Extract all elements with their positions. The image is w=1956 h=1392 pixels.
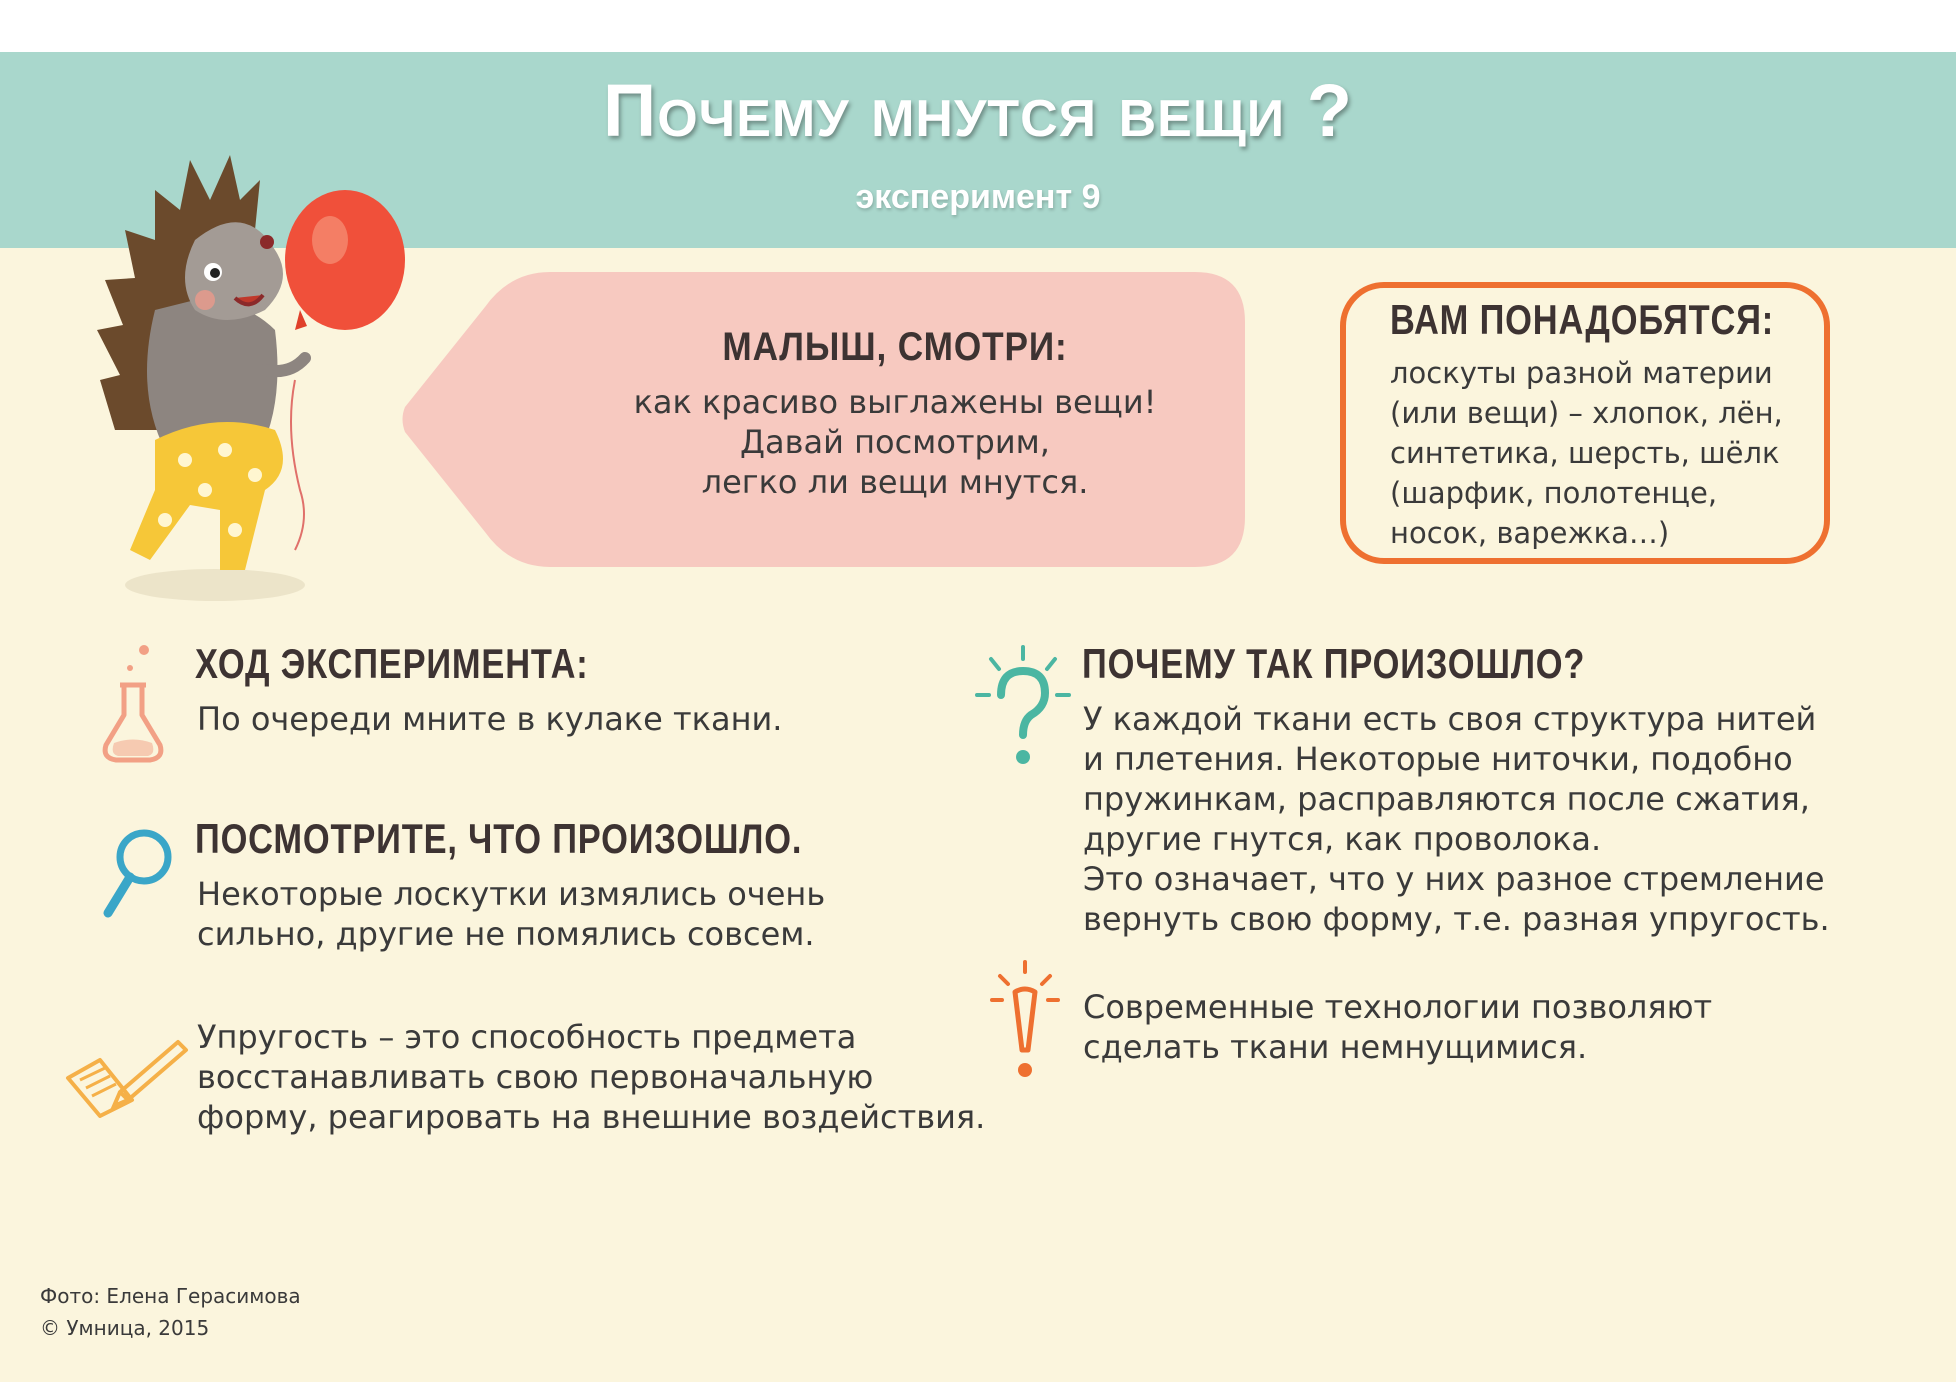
why-line: вернуть свою форму, т.е. разная упругость.: [1083, 900, 1830, 938]
bubble-line: Давай посмотрим,: [740, 423, 1050, 461]
exclamation-icon: [990, 960, 1060, 1085]
card-title: Почему мнутся вещи ?: [603, 69, 1353, 152]
question-mark-icon: [975, 645, 1071, 770]
bubble-heading: МАЛЫШ, СМОТРИ:: [722, 325, 1068, 369]
experiment-number: эксперимент 9: [855, 178, 1101, 216]
note-line: форму, реагировать на внешние воздействия.: [197, 1098, 986, 1136]
top-margin: [0, 0, 1956, 52]
observe-line: Некоторые лоскутки измялись очень: [197, 875, 826, 913]
procedure-text: По очереди мните в кулаке ткани.: [197, 700, 783, 738]
materials-heading: ВАМ ПОНАДОБЯТСЯ:: [1390, 296, 1775, 343]
magnifier-icon: [100, 825, 176, 925]
why-line: Это означает, что у них разное стремление: [1083, 860, 1825, 898]
hedgehog-illustration: [95, 130, 435, 610]
bottom-margin: [0, 1382, 1956, 1392]
materials-line: (или вещи) – хлопок, лён,: [1390, 396, 1783, 430]
photo-credit: Фото: Елена Герасимова: [40, 1284, 301, 1308]
observe-line: сильно, другие не помялись совсем.: [197, 915, 815, 953]
bubble-line: как красиво выглажены вещи!: [633, 383, 1157, 421]
note-line: Упругость – это способность предмета: [197, 1018, 857, 1056]
materials-line: синтетика, шерсть, шёлк: [1390, 436, 1780, 470]
observe-heading: ПОСМОТРИТЕ, ЧТО ПРОИЗОШЛО.: [195, 815, 803, 862]
procedure-heading: ХОД ЭКСПЕРИМЕНТА:: [195, 640, 589, 687]
note-line: восстанавливать свою первоначальную: [197, 1058, 874, 1096]
pencil-note-icon: [60, 1030, 190, 1120]
why-line: пружинкам, расправляются после сжатия,: [1083, 780, 1810, 818]
why-line: и плетения. Некоторые ниточки, подобно: [1083, 740, 1793, 778]
bubble-content: [545, 325, 1245, 502]
why-line: У каждой ткани есть своя структура нитей: [1083, 700, 1817, 738]
why-heading: ПОЧЕМУ ТАК ПРОИЗОШЛО?: [1082, 640, 1586, 687]
fact-line: Современные технологии позволяют: [1083, 988, 1713, 1026]
why-line: другие гнутся, как проволока.: [1083, 820, 1602, 858]
copyright: © Умница, 2015: [40, 1316, 210, 1340]
bubble-line: легко ли вещи мнутся.: [701, 463, 1089, 501]
fact-line: сделать ткани немнущимися.: [1083, 1028, 1588, 1066]
materials-line: носок, варежка…): [1390, 516, 1670, 550]
materials-line: (шарфик, полотенце,: [1390, 476, 1718, 510]
materials-line: лоскуты разной материи: [1390, 356, 1773, 390]
flask-icon: [100, 640, 166, 770]
